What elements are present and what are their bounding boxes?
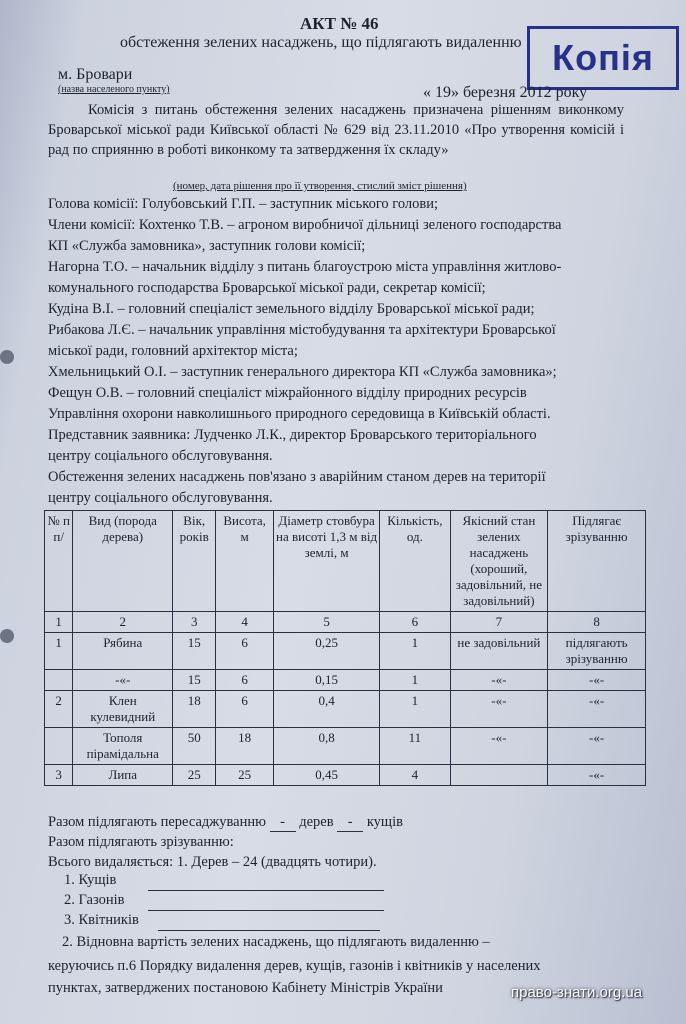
table-cell: 25	[216, 765, 274, 786]
table-cell: 15	[173, 670, 216, 691]
replant-line	[48, 814, 403, 832]
table-cell: 0,8	[274, 728, 380, 765]
commission-line: Управління охорони навколишнього природного середовища в Київській області.	[48, 406, 551, 422]
table-cell: -«-	[450, 691, 548, 728]
table-row	[45, 765, 646, 786]
table-cell: -«-	[450, 670, 548, 691]
replant-trees-label: дерев	[299, 814, 334, 830]
commission-line: міської ради, головний архітектор міста;	[48, 343, 298, 359]
table-cell: 0,15	[274, 670, 380, 691]
table-cell: -«-	[450, 728, 548, 765]
table-cell: 2	[73, 612, 173, 633]
table-header-cell: Діаметр стовбура на висоті 1,3 м від землі, м	[274, 511, 380, 612]
table-cell: 3	[45, 765, 73, 786]
table-cell: 1	[380, 691, 450, 728]
table-cell: Липа	[73, 765, 173, 786]
act-subtitle: обстеження зелених насаджень, що підлягають видаленню	[120, 34, 522, 51]
table-cell: 2	[45, 691, 73, 728]
item-lawns: 2. Газонів	[64, 892, 125, 908]
table-cell	[45, 670, 73, 691]
replant-trees-blank: -	[270, 814, 296, 832]
table-header-cell: Кількість, од.	[380, 511, 450, 612]
table-cell: 1	[380, 670, 450, 691]
restore-line: керуючись п.6 Порядку видалення дерев, кущів, газонів і квітників у населених	[48, 958, 541, 974]
table-header-cell: Вік, років	[173, 511, 216, 612]
table-cell	[450, 765, 548, 786]
removal-total-line: Всього видаляється: 1. Дерев – 24 (двадцять чотири).	[48, 854, 377, 870]
intro-note: (номер, дата рішення про її утворення, стислий зміст рішення)	[173, 180, 467, 192]
table-header-cell: Вид (порода дерева)	[73, 511, 173, 612]
city-name: м. Бровари	[58, 66, 133, 83]
commission-line: Представник заявника: Лудченко Л.К., директор Броварського територіального	[48, 427, 537, 443]
commission-line: Хмельницький О.І. – заступник генерального директора КП «Служба замовника»;	[48, 364, 557, 380]
table-cell: 0,4	[274, 691, 380, 728]
table-row	[45, 633, 646, 670]
commission-line: Рибакова Л.Є. – начальник управління містобудування та архітектури Броварської	[48, 322, 556, 338]
item-flowerbeds: 3. Квітників	[64, 912, 139, 928]
act-date: « 19» березня 2012 року	[423, 84, 588, 101]
table-cell: 6	[216, 691, 274, 728]
table-cell: 7	[450, 612, 548, 633]
replant-label: Разом підлягають пересаджуванню	[48, 814, 266, 830]
commission-line: Обстеження зелених насаджень пов'язано з аварійним станом дерев на території	[48, 469, 546, 485]
act-title: АКТ № 46	[300, 14, 379, 33]
table-cell: -«-	[548, 670, 646, 691]
commission-line: центру соціального обслуговування.	[48, 490, 273, 506]
table-row	[45, 670, 646, 691]
table-header-cell: Висота, м	[216, 511, 274, 612]
commission-line: Члени комісії: Кохтенко Т.В. – агроном виробничої дільниці зеленого господарства	[48, 217, 562, 233]
item-flowerbeds-blank	[158, 930, 380, 931]
item-lawns-blank	[148, 910, 384, 911]
table-cell: 6	[216, 633, 274, 670]
table-cell: Клен кулевидний	[73, 691, 173, 728]
table-header-row	[45, 511, 646, 612]
commission-line: Фещун О.В. – головний спеціаліст міжрайонного відділу природних ресурсів	[48, 385, 527, 401]
table-cell: -«-	[73, 670, 173, 691]
table-header-cell: Якісний стан зелених насаджень (хороший, задовільний, не задовільний)	[450, 511, 548, 612]
table-row	[45, 691, 646, 728]
commission-line: комунального господарства Броварської міської ради, секретар комісії;	[48, 280, 486, 296]
table-cell: 11	[380, 728, 450, 765]
restore-line: 2. Відновна вартість зелених насаджень, що підлягають видаленню –	[62, 934, 490, 950]
table-cell	[45, 728, 73, 765]
restore-line: пунктах, затверджених постановою Кабінету Міністрів України	[48, 980, 443, 996]
table-cell: 6	[216, 670, 274, 691]
cut-total-line: Разом підлягають зрізуванню:	[48, 834, 234, 850]
table-cell: 1	[45, 633, 73, 670]
table-number-row	[45, 612, 646, 633]
table-cell: Рябина	[73, 633, 173, 670]
copy-stamp: Копія	[527, 26, 679, 90]
table-cell: 1	[45, 612, 73, 633]
table-cell: підлягають зрізуванню	[548, 633, 646, 670]
item-bushes: 1. Кущів	[64, 872, 117, 888]
commission-line: КП «Служба замовника», заступник голови комісії;	[48, 238, 366, 254]
commission-line: Голова комісії: Голубовський Г.П. – заступник міського голови;	[48, 196, 439, 212]
item-bushes-blank	[148, 890, 384, 891]
replant-bushes-label: кущів	[366, 814, 403, 830]
table-cell: не задовільний	[450, 633, 548, 670]
table-cell: -«-	[548, 691, 646, 728]
table-cell: 18	[216, 728, 274, 765]
punch-hole	[0, 350, 14, 364]
table-cell: 50	[173, 728, 216, 765]
table-cell: 4	[216, 612, 274, 633]
punch-hole	[0, 629, 14, 643]
table-cell: 3	[173, 612, 216, 633]
intro-paragraph: Комісія з питань обстеження зелених насаджень призначена рішенням виконкому Броварської міської ради Київської області № 629 від 23.11.2010 «Про утворення комісій і рад по сприянню в роботі виконкому та затвердження їх складу»	[48, 102, 624, 158]
trees-table	[44, 510, 646, 786]
commission-line: центру соціального обслуговування.	[48, 448, 273, 464]
table-cell: 18	[173, 691, 216, 728]
table-cell: 0,45	[274, 765, 380, 786]
table-cell: Тополя пірамідальна	[73, 728, 173, 765]
table-cell: 15	[173, 633, 216, 670]
replant-bushes-blank: -	[337, 814, 363, 832]
table-cell: -«-	[548, 728, 646, 765]
table-row	[45, 728, 646, 765]
table-cell: 1	[380, 633, 450, 670]
city-note: (назва населеного пункту)	[58, 84, 170, 95]
table-cell: 0,25	[274, 633, 380, 670]
table-cell: 25	[173, 765, 216, 786]
commission-line: Кудіна В.І. – головний спеціаліст земельного відділу Броварської міської ради;	[48, 301, 535, 317]
table-cell: 8	[548, 612, 646, 633]
table-header-cell: № п п/	[45, 511, 73, 612]
site-watermark: право-знати.org.ua	[511, 984, 643, 1001]
table-cell: 6	[380, 612, 450, 633]
table-header-cell: Підлягає зрізуванню	[548, 511, 646, 612]
table-cell: 5	[274, 612, 380, 633]
table-cell: 4	[380, 765, 450, 786]
city-block	[58, 66, 170, 95]
table-cell: -«-	[548, 765, 646, 786]
commission-line: Нагорна Т.О. – начальник відділу з питань благоустрою міста управління житлово-	[48, 259, 562, 275]
